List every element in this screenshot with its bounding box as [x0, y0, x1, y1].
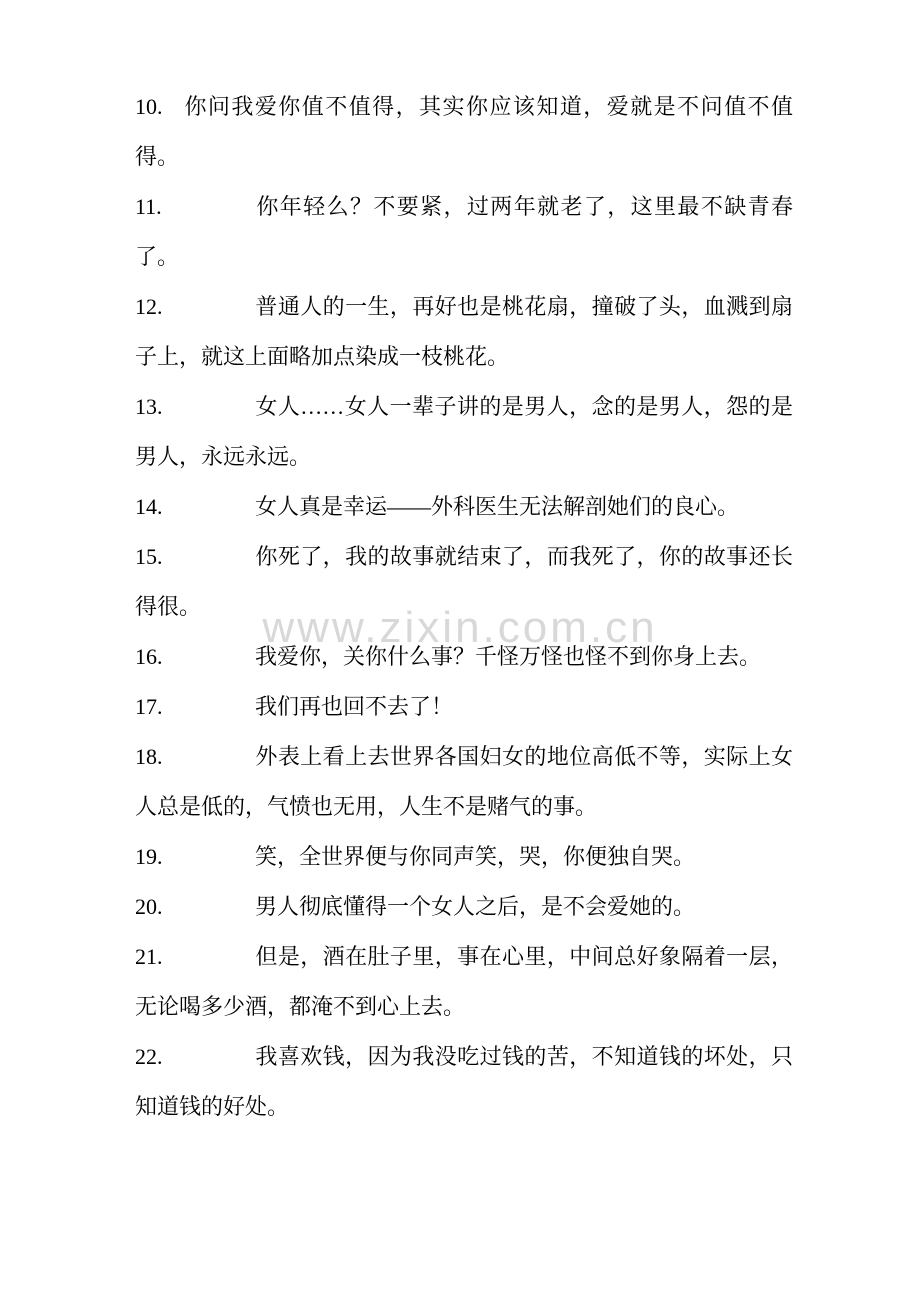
quote-item — [135, 1032, 793, 1132]
tab-spacer — [167, 863, 255, 864]
tab-spacer — [167, 663, 255, 664]
quote-text: 你死了，我的故事就结束了，而我死了，你的故事还长得很。 — [135, 544, 793, 619]
quote-item — [135, 932, 793, 1032]
quote-text: 女人……女人一辈子讲的是男人，念的是男人，怨的是男人，永远永远。 — [135, 394, 793, 469]
tab-spacer — [167, 413, 255, 414]
tab-spacer — [167, 913, 255, 914]
tab-spacer — [167, 563, 255, 564]
quote-text: 我喜欢钱，因为我没吃过钱的苦，不知道钱的坏处，只知道钱的好处。 — [135, 1044, 793, 1119]
quote-item — [135, 182, 793, 282]
tab-spacer — [167, 763, 255, 764]
tab-spacer — [167, 713, 255, 714]
quote-list — [135, 82, 793, 1132]
quote-number: 10. — [135, 94, 163, 119]
quote-item — [135, 882, 793, 932]
quote-number: 19. — [135, 844, 163, 869]
tab-spacer — [167, 113, 183, 114]
quote-item — [135, 732, 793, 832]
quote-text: 我爱你，关你什么事？千怪万怪也怪不到你身上去。 — [255, 644, 762, 669]
quote-number: 12. — [135, 294, 163, 319]
quote-item — [135, 282, 793, 382]
quote-text: 我们再也回不去了！ — [255, 694, 454, 719]
quote-item — [135, 82, 793, 182]
quote-number: 15. — [135, 544, 163, 569]
quote-number: 13. — [135, 394, 163, 419]
quote-number: 14. — [135, 494, 163, 519]
tab-spacer — [167, 1063, 255, 1064]
quote-text: 外表上看上去世界各国妇女的地位高低不等，实际上女人总是低的，气愤也无用，人生不是赌气的事。 — [135, 744, 793, 819]
quote-text: 你年轻么？不要紧，过两年就老了，这里最不缺青春了。 — [135, 194, 793, 269]
quote-item — [135, 382, 793, 482]
watermark-text: www.zixin.com.cn — [262, 603, 658, 652]
quote-text: 笑，全世界便与你同声笑，哭，你便独自哭。 — [255, 844, 696, 869]
quote-item — [135, 482, 793, 532]
quote-text: 但是，酒在肚子里，事在心里，中间总好象隔着一层，无论喝多少酒，都淹不到心上去。 — [135, 944, 793, 1019]
quote-number: 17. — [135, 694, 163, 719]
quote-item — [135, 532, 793, 632]
quote-number: 16. — [135, 644, 163, 669]
quote-number: 21. — [135, 944, 163, 969]
quote-text: 男人彻底懂得一个女人之后，是不会爱她的。 — [255, 894, 696, 919]
quote-number: 22. — [135, 1044, 163, 1069]
tab-spacer — [167, 313, 255, 314]
quote-text: 你问我爱你值不值得，其实你应该知道，爱就是不问值不值得。 — [135, 94, 793, 169]
quote-text: 普通人的一生，再好也是桃花扇，撞破了头，血溅到扇子上，就这上面略加点染成一枝桃花。 — [135, 294, 793, 369]
tab-spacer — [167, 963, 255, 964]
quote-text: 女人真是幸运——外科医生无法解剖她们的良心。 — [255, 494, 740, 519]
quote-number: 18. — [135, 744, 163, 769]
quote-number: 11. — [135, 194, 162, 219]
quote-item — [135, 632, 793, 682]
quote-item — [135, 682, 793, 732]
tab-spacer — [167, 213, 255, 214]
tab-spacer — [167, 513, 255, 514]
quote-number: 20. — [135, 894, 163, 919]
quote-item — [135, 832, 793, 882]
